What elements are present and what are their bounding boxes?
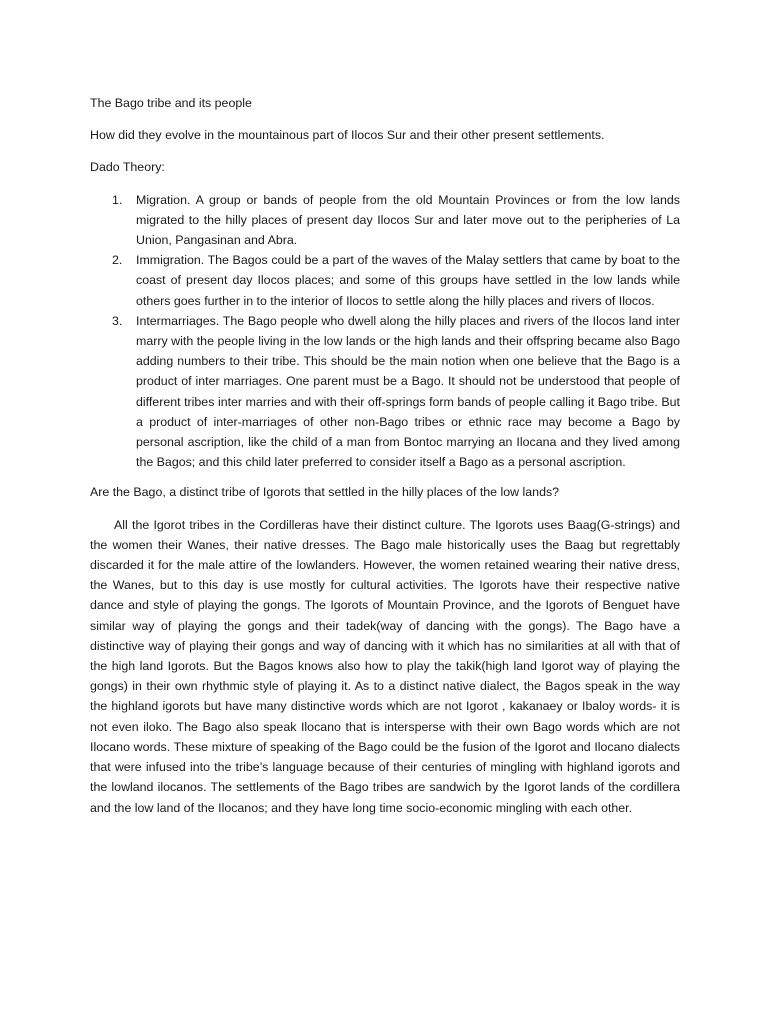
list-item: [90, 190, 680, 251]
list-item-number: 3.: [112, 313, 123, 328]
document-title: The Bago tribe and its people: [90, 96, 252, 110]
theory-heading: Dado Theory:: [90, 160, 165, 175]
question-evolution: How did they evolve in the mountainous part of Ilocos Sur and their other present settlements.: [90, 128, 605, 143]
document-content: [90, 93, 680, 818]
list-item-text: Migration. A group or bands of people from the old Mountain Provinces or from the low lands migrated to the hilly places of present day Ilocos Sur and later move out to the peripheries of La Union, Pangasinan and Abra.: [136, 192, 680, 248]
theory-list: [90, 190, 680, 473]
list-item-number: 1.: [112, 192, 123, 207]
list-item: [90, 311, 680, 473]
body-paragraph: All the Igorot tribes in the Cordilleras have their distinct culture. The Igorots uses Baag(G-strings) and the women their Wanes, their native dresses. The Bago male historically uses the Baag but regrettably discarded it for the male attire of the lowlanders. However, the women retained wearing their native dress, the Wanes, but to this day is use mostly for cultural activities. The Igorots have their respective native dance and style of playing the gongs. The Igorots of Mountain Province, and the Igorots of Benguet have similar way of playing the gongs and their tadek(way of dancing with the gongs). The Bago have a distinctive way of playing their gongs and way of dancing with it which has no similarities at all with that of the high land Igorots. But the Bagos knows also how to play the takik(high land Igorot way of playing the gongs) in their own rhythmic style of playing it. As to a distinct native dialect, the Bagos speak in the way the highland igorots but have many distinctive words which are not Igorot , kakanaey or Ibaloy words- it is not even iloko. The Bago also speak Ilocano that is intersperse with their own Bago words which are not Ilocano words. These mixture of speaking of the Bago could be the fusion of the Igorot and Ilocano dialects that were infused into the tribe’s language because of their centuries of mingling with highland igorots and the lowland ilocanos. The settlements of the Bago tribes are sandwich by the Igorot lands of the cordillera and the low land of the Ilocanos; and they have long time socio-economic mingling with each other.: [90, 517, 680, 815]
list-item-number: 2.: [112, 253, 123, 268]
question-distinct-tribe: Are the Bago, a distinct tribe of Igorots that settled in the hilly places of the low lands?: [90, 485, 560, 500]
list-item: [90, 250, 680, 311]
list-item-text: Intermarriages. The Bago people who dwell along the hilly places and rivers of the Ilocos land inter marry with the people living in the low lands or the high lands and their offspring became also Bago adding numbers to their tribe. This should be the main notion when one believe that the Bago is a product of inter marriages. One parent must be a Bago. It should not be understood that people of different tribes inter marries and with their off-springs form bands of people calling it Bago tribe. But a product of inter-marriages of other non-Bago tribes or ethnic race may become a Bago by personal ascription, like the child of a man from Bontoc marrying an Ilocana and they lived among the Bagos; and this child later preferred to consider itself a Bago as a personal ascription.: [136, 313, 680, 470]
list-item-text: Immigration. The Bagos could be a part of the waves of the Malay settlers that came by boat to the coast of present day Ilocos places; and some of this groups have settled in the low lands while others goes further in to the interior of Ilocos to settle along the hilly places and rivers of Ilocos.: [136, 253, 680, 308]
